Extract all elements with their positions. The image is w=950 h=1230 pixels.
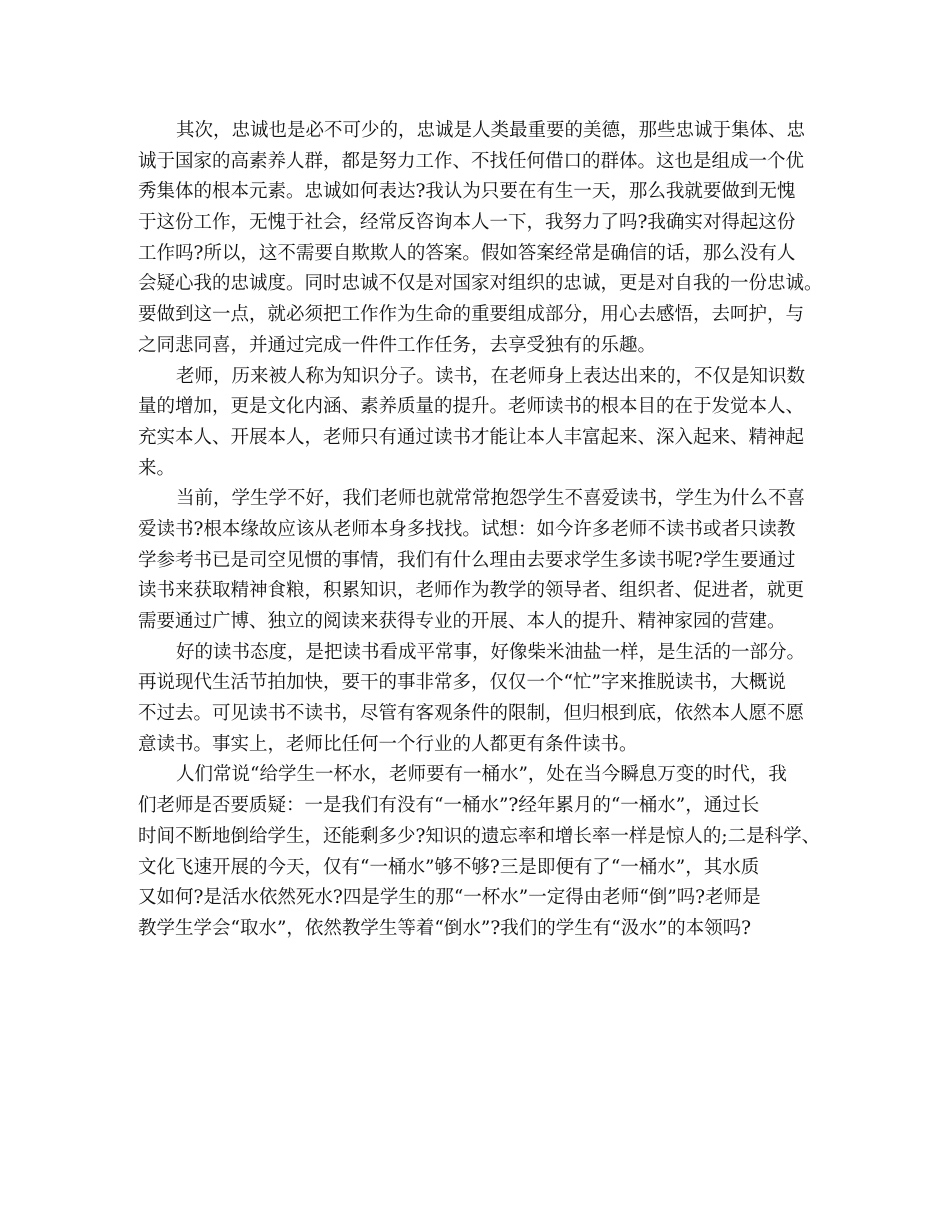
text-line: 其次，忠诚也是必不可少的，忠诚是人类最重要的美德，那些忠诚于集体、忠 — [176, 120, 806, 141]
document-page — [138, 116, 828, 945]
text-line: 好的读书态度，是把读书看成平常事，好像柴米油盐一样，是生活的一部分。 — [176, 641, 806, 663]
text-line: 老师，历来被人称为知识分子。读书，在老师身上表达出来的，不仅是知识数 — [176, 365, 806, 387]
text-line: 人们常说“给学生一杯水，老师要有一桶水”，处在当今瞬息万变的时代，我 — [176, 764, 787, 786]
text-line: 工作吗?所以，这不需要自欺欺人的答案。假如答案经常是确信的话，那么没有人 — [138, 242, 796, 264]
text-line: 诚于国家的高素养人群，都是努力工作、不找任何借口的群体。这也是组成一个优 — [138, 150, 805, 172]
paragraph-reading-attitude — [138, 638, 828, 761]
text-line: 于这份工作，无愧于社会，经常反咨询本人一下，我努力了吗?我确实对得起这份 — [138, 212, 796, 234]
text-line: 再说现代生活节拍加快，要干的事非常多，仅仅一个“忙”字来推脱读书，大概说 — [138, 672, 786, 694]
text-line: 文化飞速开展的今天，仅有“一桶水”够不够?三是即便有了“一桶水”，其水质 — [138, 856, 760, 878]
paragraph-teacher-reading — [138, 362, 828, 485]
text-line: 又如何?是活水依然死水?四是学生的那“一杯水”一定得由老师“倒”吗?老师是 — [138, 887, 761, 909]
paragraph-loyalty — [138, 116, 828, 362]
paragraph-students-reading — [138, 484, 828, 637]
text-line: 时间不断地倒给学生，还能剩多少?知识的遗忘率和增长率一样是惊人的;二是科学、 — [138, 825, 821, 847]
text-line: 会疑心我的忠诚度。同时忠诚不仅是对国家对组织的忠诚，更是对自我的一份忠诚。 — [138, 273, 823, 295]
text-line: 需要通过广博、独立的阅读来获得专业的开展、本人的提升、精神家园的营建。 — [138, 611, 786, 632]
paragraph-bucket-of-water — [138, 760, 828, 944]
text-line: 学参考书已是司空见惯的事情，我们有什么理由去要求学生多读书呢?学生要通过 — [138, 549, 796, 571]
text-line: 读书来获取精神食粮，积累知识，老师作为教学的领导者、组织者、促进者，就更 — [138, 580, 805, 602]
text-line: 充实本人、开展本人，老师只有通过读书才能让本人丰富起来、深入起来、精神起 — [138, 426, 805, 448]
text-line: 们老师是否要质疑：一是我们有没有“一桶水”?经年累月的“一桶水”，通过长 — [138, 795, 760, 817]
text-line: 爱读书?根本缘故应该从老师本身多找找。试想：如今许多老师不读书或者只读教 — [138, 518, 796, 540]
text-line: 当前，学生学不好，我们老师也就常常抱怨学生不喜爱读书，学生为什么不喜 — [176, 488, 806, 510]
text-line: 要做到这一点，就必须把工作作为生命的重要组成部分，用心去感悟，去呵护，与 — [138, 304, 805, 326]
text-line: 量的增加，更是文化内涵、素养质量的提升。老师读书的根本目的在于发觉本人、 — [138, 396, 805, 418]
text-line: 之同悲同喜，并通过完成一件件工作任务，去享受独有的乐趣。 — [138, 334, 657, 356]
text-line: 秀集体的根本元素。忠诚如何表达?我认为只要在有生一天，那么我就要做到无愧 — [138, 181, 796, 203]
text-line: 不过去。可见读书不读书，尽管有客观条件的限制，但归根到底，依然本人愿不愿 — [138, 703, 805, 725]
text-line: 意读书。事实上，老师比任何一个行业的人都更有条件读书。 — [138, 733, 638, 755]
text-line: 教学生学会“取水”，依然教学生等着“倒水”?我们的学生有“汲水”的本领吗? — [138, 917, 752, 939]
text-line: 来。 — [138, 457, 176, 479]
